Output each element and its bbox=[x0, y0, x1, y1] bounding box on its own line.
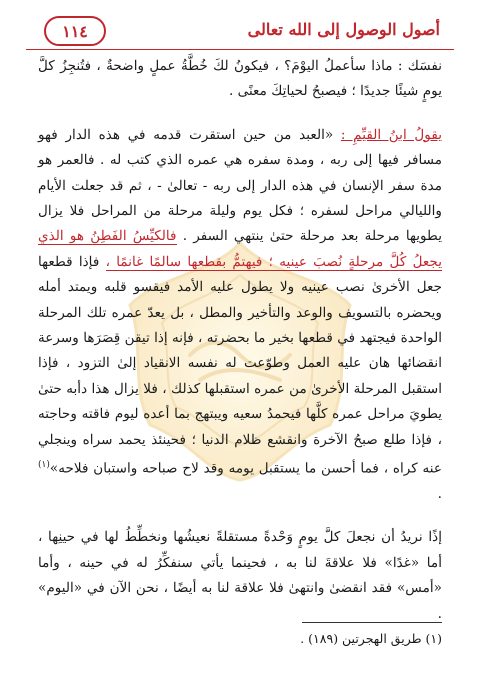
quote-speaker: يقولُ ابنُ القيِّمِ : bbox=[340, 126, 442, 143]
running-title: أصول الوصول إلى الله تعالى bbox=[247, 20, 440, 39]
quote-text-part1: «العبد من حين استقرت قدمه في هذه الدار فهو مسافر فيها إلى ربه ، ومدة سفره هي عمره الذي كتب له . فالعمر هو مدة سفر الإنسان في هذه الدار إلى ربه - تعالىٰ - ، ثم قد جعلت الأيام والليالي مراحل لسفره ؛ فكل يوم وليلة مرحلة من المراحل فلا يزال يطويها مرحلة بعد مرحلة حتىٰ ينتهي السفر . bbox=[38, 126, 442, 245]
paragraph: نفسَك : ماذا سأعملُ اليوْمَ؟ ، فيكونُ لكَ خُطَّةُ عملٍ واضحةٌ ، فتُنجِزُ كلَّ يومٍ شيئًا جديدًا ؛ فيصبحُ لحياتِكَ معنًى . bbox=[38, 58, 442, 100]
quote-highlight: فالكيِّسُ الفَطِنُ هو الذي يجعلُ كُلَّ مرحلةٍ نُصبَ عينيه ؛ فيهتمُّ بقطعها سالمًا غانمًا ، bbox=[38, 228, 442, 270]
header-divider bbox=[26, 49, 454, 50]
footnote-reference: (١) bbox=[38, 460, 50, 471]
page-number-badge bbox=[44, 16, 106, 46]
paragraph: إذًا نريدُ أن نجعلَ كلَّ يومٍ وَحْدةً مستقلةً نعيشُها ونخطِّطُ لها في حينِها ، أما «غدًا» فلا علاقةَ لنا به ، فحينما يأتي سنفكِّرُ له في حينه ، وأما «أمس» فقد انقضىٰ وانتهىٰ فلا علاقة لنا به أيضًا ، نحن الآن في «اليوم» . bbox=[38, 529, 442, 622]
page-header bbox=[26, 14, 454, 48]
quote-text-part2: فإذا قطعها جعل الأخرىٰ نصب عينيه ولا يطول عليه الأمد فيقسو قلبه ويمتد أمله ويحضره بالتسويف والوعد والتأخير والمطل ، بل يعدّ عمره تلك المرحلة الواحدة فيجتهد في قطعها بخير ما بحضرته ، فإنه إذا تيقن قِصَرَها وسرعة انقضائها هان عليه العمل وطوّعت له نفسه الانقياد إلىٰ التزود ، فإذا استقبل المرحلة الأخرىٰ من عمره استقبلها كذلك ، فلا يزال هذا دأبه حتىٰ يطويَ مراحل عمره كلَّها فيحمدُ سعيه ويبتهج بما أعده ليوم فاقته وحاجته ، فإذا طلع صبحُ الآخرة وانقشع ظلام الدنيا ؛ فحينئذ يحمد سراه وينجلي عنه كراه ، فما أحسن ما يستقبل يومه وقد لاح صباحه واستبان فلاحه» bbox=[38, 253, 442, 477]
footnote-divider bbox=[302, 622, 442, 623]
quote-paragraph: يقولُ ابنُ القيِّمِ : «العبد من حين استقرت قدمه في هذه الدار فهو مسافر فيها إلى ربه ، ومدة سفره هي عمره الذي كتب له . فالعمر هو مدة سفر الإنسان في هذه الدار إلى ربه - تعالىٰ - ، ثم قد جعلت الأيام والليالي مراحل لسفره ؛ فكل يوم وليلة مرحلة من المراحل فلا يزال يطويها مرحلة بعد مرحلة حتىٰ ينتهي السفر . فالكيِّسُ الفَطِنُ هو الذي يجعلُ كُلَّ مرحلةٍ نُصبَ عينيه ؛ فيهتمُّ بقطعها سالمًا غانمًا ، فإذا قطعها جعل الأخرىٰ نصب عينيه ولا يطول عليه الأمد فيقسو قلبه ويمتد أمله ويحضره بالتسويف والوعد والتأخير والمطل ، بل يعدّ عمره تلك المرحلة الواحدة فيجتهد في قطعها بخير ما بحضرته ، فإنه إذا تيقن قِصَرَها وسرعة انقضائها هان عليه العمل وطوّعت له نفسه الانقياد إلىٰ التزود ، فإذا استقبل المرحلة الأخرىٰ من عمره استقبلها كذلك ، فلا يزال هذا دأبه حتىٰ يطويَ مراحل عمره كلَّها فيحمدُ سعيه ويبتهج بما أعده ليوم فاقته وحاجته ، فإذا طلع صبحُ الآخرة وانقشع ظلام الدنيا ؛ فحينئذ يحمد سراه وينجلي عنه كراه ، فما أحسن ما يستقبل يومه وقد لاح صباحه واستبان فلاحه»$^{(١)}$ . bbox=[38, 126, 442, 503]
footnote: (١) طريق الهجرتين (١٨٩) . bbox=[300, 631, 442, 646]
main-text bbox=[38, 54, 442, 627]
page-number: ١١٤ bbox=[62, 21, 88, 41]
